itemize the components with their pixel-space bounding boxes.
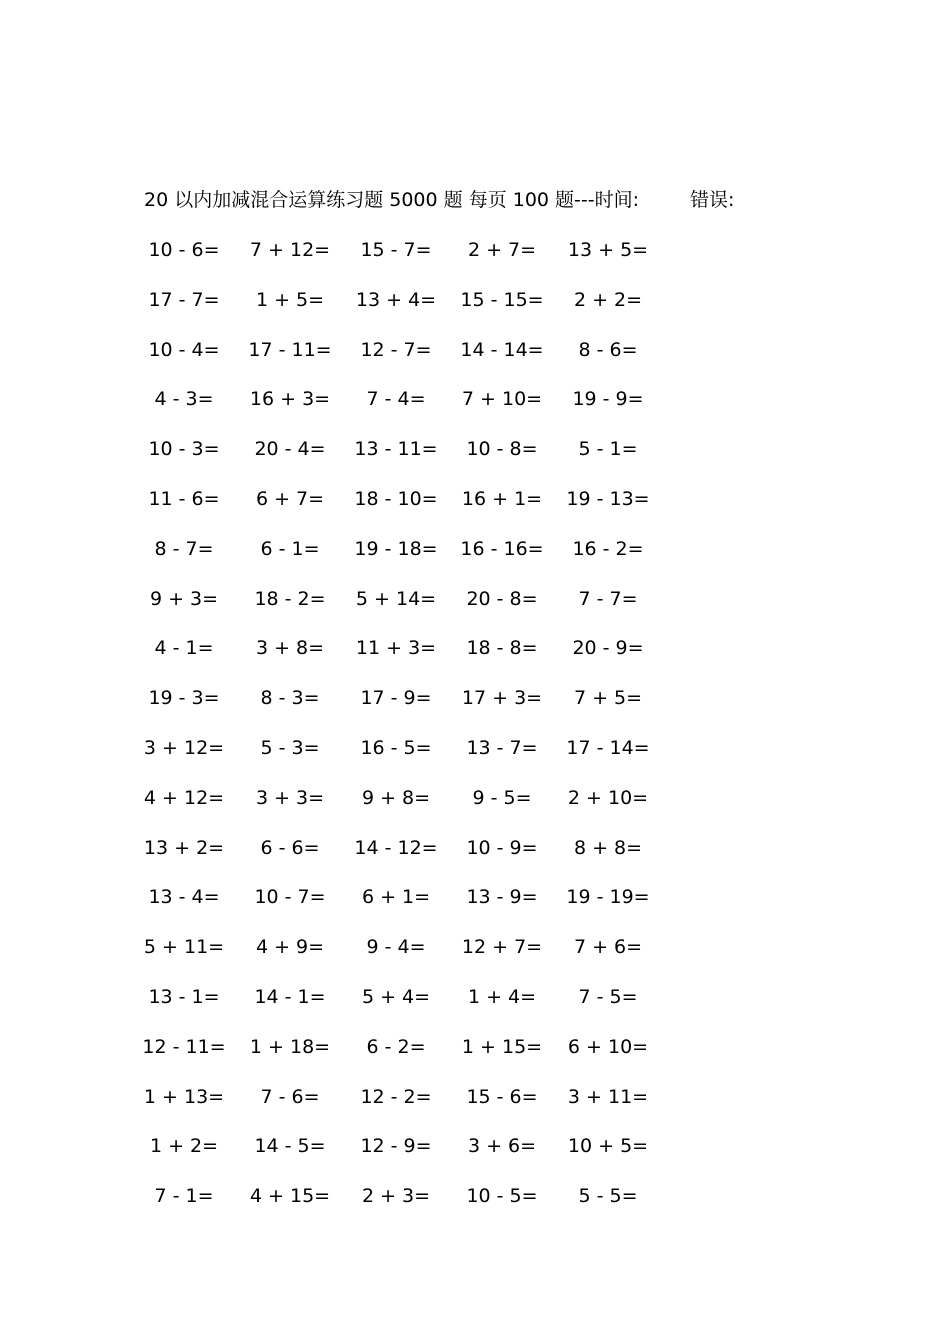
- problem-item: 20 - 9=: [572, 637, 644, 660]
- problem-item: 1 + 18=: [249, 1035, 331, 1058]
- problem-item: 16 - 16=: [460, 537, 544, 560]
- problem-item: 8 - 3=: [260, 687, 320, 710]
- problem-item: 7 + 12=: [249, 239, 331, 261]
- problem-item: 15 - 6=: [466, 1085, 538, 1108]
- problem-item: 14 - 14=: [460, 338, 544, 361]
- problem-row: [144, 385, 704, 435]
- problem-item: 3 + 3=: [255, 786, 325, 809]
- problem-item: 4 - 3=: [154, 388, 214, 411]
- problem-item: 1 + 2=: [149, 1135, 219, 1158]
- worksheet-header: [144, 186, 904, 214]
- problem-item: 12 - 9=: [360, 1135, 432, 1158]
- problem-row: [144, 734, 704, 784]
- problem-item: 2 + 10=: [567, 786, 649, 809]
- problem-item: 2 + 3=: [361, 1185, 431, 1208]
- problem-item: 2 + 2=: [573, 288, 643, 311]
- problem-item: 6 + 7=: [255, 487, 325, 510]
- problem-item: 18 - 8=: [466, 637, 538, 660]
- problem-item: 20 - 4=: [254, 438, 326, 461]
- problem-row: [144, 634, 704, 684]
- errors-label: 错误:: [690, 189, 735, 211]
- problem-item: 7 - 7=: [578, 587, 638, 610]
- problem-item: 13 - 9=: [466, 886, 538, 909]
- problem-item: 19 - 9=: [572, 388, 644, 411]
- problem-row: [144, 435, 704, 485]
- problem-item: 12 - 11=: [142, 1035, 226, 1058]
- problem-item: 10 + 5=: [567, 1135, 649, 1158]
- problem-row: [144, 1182, 704, 1232]
- problem-item: 11 + 3=: [355, 637, 437, 660]
- problem-item: 3 + 6=: [467, 1135, 537, 1158]
- problem-item: 20 - 8=: [466, 587, 538, 610]
- problem-item: 15 - 7=: [360, 239, 432, 261]
- problem-row: [144, 834, 704, 884]
- problem-row: [144, 983, 704, 1033]
- problem-item: 7 + 6=: [573, 936, 643, 959]
- problem-item: 7 - 1=: [154, 1185, 214, 1208]
- problem-item: 10 - 6=: [148, 239, 220, 261]
- problem-item: 19 - 3=: [148, 687, 220, 710]
- problem-item: 14 - 12=: [354, 836, 438, 859]
- problem-row: [144, 1132, 704, 1182]
- problem-item: 18 - 10=: [354, 487, 438, 510]
- problem-row: [144, 1083, 704, 1133]
- problem-item: 13 + 5=: [567, 239, 649, 261]
- problem-item: 12 - 2=: [360, 1085, 432, 1108]
- problem-item: 10 - 9=: [466, 836, 538, 859]
- problem-item: 7 - 4=: [366, 388, 426, 411]
- problem-item: 7 + 5=: [573, 687, 643, 710]
- problem-item: 7 - 6=: [260, 1085, 320, 1108]
- problem-item: 12 - 7=: [360, 338, 432, 361]
- problem-item: 3 + 11=: [567, 1085, 649, 1108]
- problem-item: 11 - 6=: [148, 487, 220, 510]
- problem-item: 6 - 1=: [260, 537, 320, 560]
- problem-item: 19 - 13=: [566, 487, 650, 510]
- problem-item: 1 + 15=: [461, 1035, 543, 1058]
- problem-item: 4 + 15=: [249, 1185, 331, 1208]
- problem-item: 5 + 4=: [361, 985, 431, 1008]
- problem-item: 8 - 6=: [578, 338, 638, 361]
- problem-item: 14 - 5=: [254, 1135, 326, 1158]
- problem-item: 5 + 14=: [355, 587, 437, 610]
- problem-item: 18 - 2=: [254, 587, 326, 610]
- problem-item: 8 - 7=: [154, 537, 214, 560]
- problem-item: 9 + 8=: [361, 786, 431, 809]
- problem-row: [144, 684, 704, 734]
- problem-item: 7 - 5=: [578, 985, 638, 1008]
- problem-item: 3 + 8=: [255, 637, 325, 660]
- problem-row: [144, 1033, 704, 1083]
- problem-item: 10 - 3=: [148, 438, 220, 461]
- problem-row: [144, 336, 704, 386]
- problem-item: 4 + 12=: [143, 786, 225, 809]
- problem-item: 5 - 3=: [260, 736, 320, 759]
- problem-item: 6 - 6=: [260, 836, 320, 859]
- problem-row: [144, 933, 704, 983]
- problem-item: 13 + 4=: [355, 288, 437, 311]
- problem-item: 8 + 8=: [573, 836, 643, 859]
- problem-item: 5 - 5=: [578, 1185, 638, 1208]
- problem-item: 16 - 5=: [360, 736, 432, 759]
- problem-row: [144, 485, 704, 535]
- problem-item: 4 - 1=: [154, 637, 214, 660]
- problem-item: 10 - 5=: [466, 1185, 538, 1208]
- worksheet-title: 20 以内加减混合运算练习题 5000 题 每页 100 题---时间:: [144, 189, 640, 211]
- problem-item: 9 + 3=: [149, 587, 219, 610]
- problem-item: 17 + 3=: [461, 687, 543, 710]
- problem-item: 6 - 2=: [366, 1035, 426, 1058]
- problem-item: 16 + 3=: [249, 388, 331, 411]
- problem-item: 17 - 11=: [248, 338, 332, 361]
- problem-item: 2 + 7=: [467, 239, 537, 261]
- problem-item: 13 - 1=: [148, 985, 220, 1008]
- problem-item: 16 - 2=: [572, 537, 644, 560]
- problem-item: 10 - 4=: [148, 338, 220, 361]
- problem-item: 6 + 10=: [567, 1035, 649, 1058]
- problem-row: [144, 535, 704, 585]
- problem-item: 10 - 8=: [466, 438, 538, 461]
- problem-item: 1 + 13=: [143, 1085, 225, 1108]
- problem-item: 9 - 5=: [472, 786, 532, 809]
- problem-item: 13 - 7=: [466, 736, 538, 759]
- problem-item: 17 - 14=: [566, 736, 650, 759]
- problem-item: 13 - 11=: [354, 438, 438, 461]
- problem-item: 17 - 7=: [148, 288, 220, 311]
- problem-item: 10 - 7=: [254, 886, 326, 909]
- problem-grid: [144, 236, 704, 1232]
- problem-item: 1 + 4=: [467, 985, 537, 1008]
- problem-item: 14 - 1=: [254, 985, 326, 1008]
- problem-item: 13 + 2=: [143, 836, 225, 859]
- problem-row: [144, 236, 704, 286]
- problem-item: 17 - 9=: [360, 687, 432, 710]
- problem-row: [144, 883, 704, 933]
- problem-item: 9 - 4=: [366, 936, 426, 959]
- problem-item: 19 - 19=: [566, 886, 650, 909]
- problem-item: 16 + 1=: [461, 487, 543, 510]
- problem-item: 5 - 1=: [578, 438, 638, 461]
- problem-item: 13 - 4=: [148, 886, 220, 909]
- problem-item: 3 + 12=: [143, 736, 225, 759]
- problem-item: 6 + 1=: [361, 886, 431, 909]
- problem-row: [144, 784, 704, 834]
- problem-item: 12 + 7=: [461, 936, 543, 959]
- problem-row: [144, 286, 704, 336]
- problem-item: 4 + 9=: [255, 936, 325, 959]
- problem-item: 15 - 15=: [460, 288, 544, 311]
- problem-item: 1 + 5=: [255, 288, 325, 311]
- problem-row: [144, 585, 704, 635]
- problem-item: 7 + 10=: [461, 388, 543, 411]
- problem-item: 19 - 18=: [354, 537, 438, 560]
- problem-item: 5 + 11=: [143, 936, 225, 959]
